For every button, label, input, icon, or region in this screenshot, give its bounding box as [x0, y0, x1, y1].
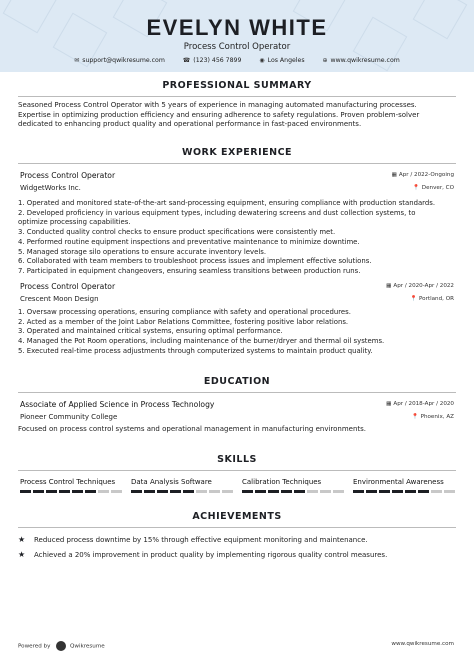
job-title: Process Control Operator — [20, 282, 116, 291]
list-item: 6. Collaborated with team members to troubleshoot process issues and implement effective solutions. — [18, 257, 372, 266]
skill-level-bar — [353, 490, 455, 493]
skill-level-segment — [294, 490, 305, 493]
skill-level-segment — [353, 490, 364, 493]
section-divider — [18, 163, 456, 164]
job-dates-text: Apr / 2022-Ongoing — [398, 172, 454, 178]
pin-icon: 📍 — [411, 414, 419, 420]
list-item: 1. Operated and monitored state-of-the-art sand-processing equipment, ensuring compliance with production standards. — [18, 199, 436, 207]
calendar-icon: ▦ — [386, 283, 392, 289]
skill-level-segment — [242, 490, 253, 493]
star-icon: ★ — [18, 550, 26, 559]
skill-level-segment — [72, 490, 83, 493]
list-item: 5. Executed real-time process adjustments through computerized systems to maintain product quality. — [18, 346, 373, 355]
list-item: 5. Managed storage silo operations to ensure accurate inventory levels. — [18, 247, 267, 256]
list-item: 2. Acted as a member of the Joint Labor Relations Committee, fostering positive labor relations. — [18, 317, 349, 326]
list-item: optimize processing capabilities. — [18, 218, 131, 227]
section-divider — [18, 96, 456, 97]
experience-heading: WORK EXPERIENCE — [181, 147, 293, 158]
job-bullets — [18, 199, 458, 277]
achievement-text: Reduced process downtime by 15% through effective equipment monitoring and maintenance. — [34, 536, 368, 544]
education-description: Focused on process control systems and operational management in manufacturing environments. — [18, 425, 367, 433]
contact-phone[interactable]: (123) 456 7899 — [193, 57, 242, 64]
job-dates — [386, 283, 454, 289]
footer-website[interactable]: www.qwikresume.com — [391, 641, 454, 647]
summary-line: dedicated to enhancing product quality and operational performance in fast-paced environments. — [18, 120, 362, 129]
skill-level-segment — [379, 490, 390, 493]
contact-website[interactable]: www.qwikresume.com — [330, 57, 400, 64]
job-company: Crescent Moon Design — [20, 295, 99, 303]
footer-brand[interactable]: Qwikresume — [69, 643, 105, 650]
candidate-name: EVELYN WHITE — [146, 15, 328, 40]
skill-level-segment — [444, 490, 455, 493]
section-divider — [18, 470, 456, 471]
list-item: 2. Developed proficiency in various equipment types, including dewatering screens and dust collection systems, to — [18, 208, 416, 217]
skill-level-segment — [196, 490, 207, 493]
skill-name: Data Analysis Software — [131, 478, 212, 486]
skill-level-segment — [320, 490, 331, 493]
education-dates — [386, 401, 454, 407]
skill-level-segment — [307, 490, 318, 493]
contact-location: Los Angeles — [267, 57, 305, 64]
resume-header — [0, 0, 474, 72]
job-location — [410, 296, 454, 302]
summary-line: Seasoned Process Control Operator with 5 years of experience in managing automated manufacturing processes. — [18, 101, 417, 109]
school-name: Pioneer Community College — [20, 413, 118, 421]
calendar-icon: ▦ — [386, 401, 392, 407]
skill-level-segment — [144, 490, 155, 493]
skill-level-bar — [20, 490, 122, 493]
skill-level-segment — [418, 490, 429, 493]
skill-level-segment — [98, 490, 109, 493]
pin-icon: 📍 — [410, 296, 417, 302]
degree-title: Associate of Applied Science in Process Technology — [20, 400, 215, 409]
education-location-text: Phoenix, AZ — [420, 414, 454, 420]
list-item: 4. Managed the Pot Room operations, including maintenance of the burner/dryer and thermal oil systems. — [18, 337, 385, 346]
powered-by-label: Powered by — [18, 643, 51, 650]
education-heading: EDUCATION — [203, 376, 271, 387]
job-location — [413, 185, 454, 191]
skill-level-segment — [222, 490, 233, 493]
skill-name: Calibration Techniques — [242, 478, 322, 486]
list-item: 3. Operated and maintained critical systems, ensuring optimal performance. — [18, 327, 283, 336]
footer-powered — [18, 641, 105, 651]
skill-level-segment — [33, 490, 44, 493]
skill-level-segment — [59, 490, 70, 493]
globe-icon: ⊕ — [322, 57, 328, 64]
skill-level-segment — [209, 490, 220, 493]
job-dates — [392, 172, 454, 178]
job-location-text: Denver, CO — [421, 185, 454, 191]
skill-level-segment — [405, 490, 416, 493]
summary-line: Expertise in optimizing production efficiency and ensuring adherence to safety regulations. Proven problem-solver — [18, 110, 420, 119]
phone-icon: ☎ — [182, 57, 191, 64]
skill-level-segment — [46, 490, 57, 493]
job-location-text: Portland, OR — [418, 296, 454, 302]
achievement-item — [18, 535, 368, 544]
skill-level-segment — [392, 490, 403, 493]
contact-email[interactable]: support@qwikresume.com — [82, 57, 165, 64]
job-bullets — [18, 308, 458, 357]
job-company: WidgetWorks Inc. — [20, 184, 81, 192]
skill-level-segment — [366, 490, 377, 493]
job-dates-text: Apr / 2020-Apr / 2022 — [393, 283, 454, 289]
candidate-role: Process Control Operator — [183, 42, 291, 52]
email-icon: ✉ — [74, 57, 80, 64]
skill-level-bar — [242, 490, 344, 493]
contact-bar — [0, 57, 474, 64]
pin-icon: 📍 — [412, 185, 420, 191]
skill-level-segment — [281, 490, 292, 493]
qwikresume-logo-icon — [56, 641, 66, 651]
skill-level-segment — [157, 490, 168, 493]
skill-level-segment — [268, 490, 279, 493]
skill-name: Environmental Awareness — [353, 478, 444, 486]
achievement-text: Achieved a 20% improvement in product quality by implementing rigorous quality control measures. — [34, 551, 388, 559]
list-item: 7. Participated in equipment changeovers, ensuring seamless transitions between production runs. — [18, 266, 361, 275]
achievements-heading: ACHIEVEMENTS — [192, 511, 282, 522]
summary-heading: PROFESSIONAL SUMMARY — [162, 80, 312, 91]
skill-name: Process Control Techniques — [20, 478, 116, 486]
calendar-icon: ▦ — [391, 172, 397, 178]
summary-text — [18, 101, 458, 130]
education-location — [412, 414, 454, 420]
skill-level-segment — [183, 490, 194, 493]
list-item: 3. Conducted quality control checks to ensure product specifications were consistently met. — [18, 228, 336, 237]
skill-level-segment — [431, 490, 442, 493]
achievement-item — [18, 550, 387, 559]
skill-level-segment — [85, 490, 96, 493]
skills-heading: SKILLS — [217, 454, 257, 465]
list-item: 1. Oversaw processing operations, ensuring compliance with safety and operational procedures. — [18, 308, 351, 316]
job-title: Process Control Operator — [20, 171, 116, 180]
skill-level-segment — [170, 490, 181, 493]
skill-level-segment — [20, 490, 31, 493]
location-icon: ◉ — [259, 57, 265, 64]
education-dates-text: Apr / 2018-Apr / 2020 — [393, 401, 454, 407]
skill-level-bar — [131, 490, 233, 493]
star-icon: ★ — [18, 535, 26, 544]
skill-level-segment — [131, 490, 142, 493]
skill-level-segment — [333, 490, 344, 493]
section-divider — [18, 527, 456, 528]
skill-level-segment — [111, 490, 122, 493]
list-item: 4. Performed routine equipment inspections and preventative maintenance to minimize downtime. — [18, 237, 360, 246]
skill-level-segment — [255, 490, 266, 493]
section-divider — [18, 392, 456, 393]
